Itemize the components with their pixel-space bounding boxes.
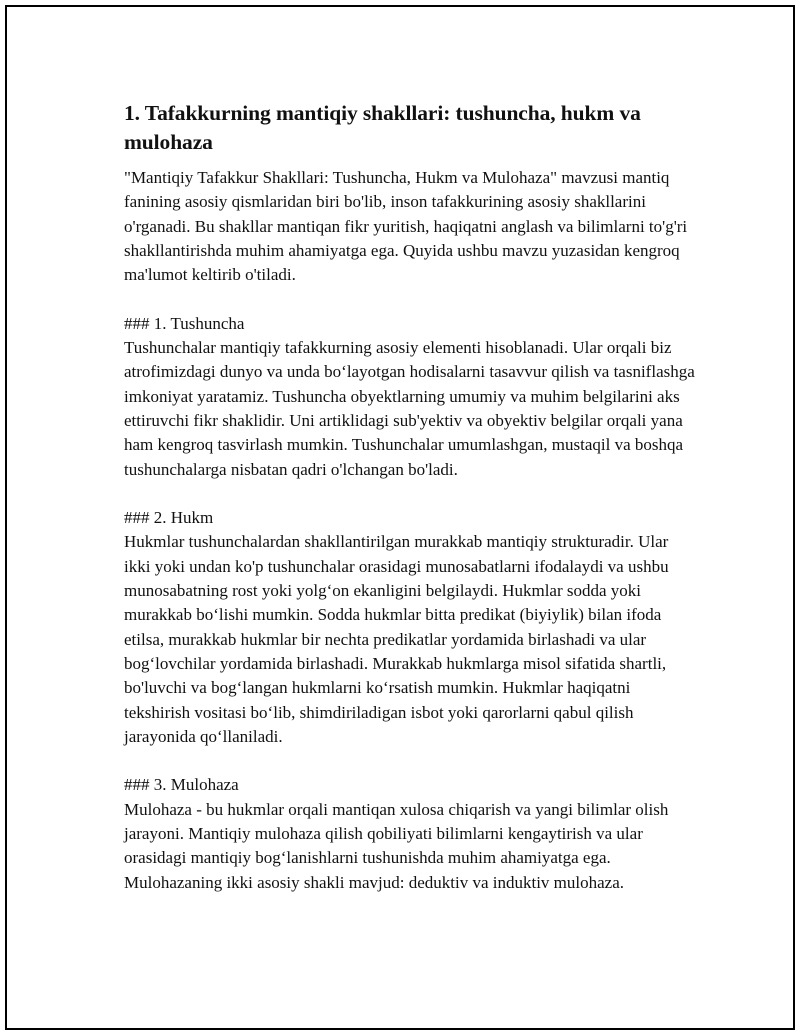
section-heading-tushuncha: ### 1. Tushuncha	[124, 313, 245, 333]
document-title: 1. Tafakkurning mantiqiy shakllari: tushuncha, hukm va mulohaza	[124, 101, 641, 154]
section-heading-hukm: ### 2. Hukm	[124, 508, 214, 528]
paragraph-gap	[124, 287, 696, 311]
section-heading-mulohaza: ### 3. Mulohaza	[124, 775, 239, 795]
paragraph-gap	[124, 749, 696, 773]
page-frame	[5, 5, 795, 1030]
intro-paragraph: "Mantiqiy Tafakkur Shakllari: Tushuncha, Hukm va Mulohaza" mavzusi mantiq fanining asosiy qismlaridan biri bo'lib, inson tafakkurining asosiy shakllarini o'rganadi. Bu shakllar mantiqan fikr yuritish, haqiqatni anglash va bilimlarni to'g'ri shakllantirishda muhim ahamiyatga ega. Quyida ushbu mavzu yuzasidan kengroq ma'lumot keltirib o'tiladi.	[124, 168, 688, 285]
section-body-tushuncha: Tushunchalar mantiqiy tafakkurning asosiy elementi hisoblanadi. Ular orqali biz atrofimizdagi dunyo va unda bo‘layotgan hodisalarni tasavvur qilish va tasniflashga imkoniyat yaratamiz. Tushuncha obyektlarning umumiy va muhim belgilarini aks ettiruvchi fikr shaklidir. Uni artiklidagi sub'yektiv va obyektiv belgilar orqali yana ham kengroq tasvirlash mumkin. Tushunchalar umumlashgan, mustaqil va boshqa tushunchalarga nisbatan qadri o'lchangan bo'ladi.	[124, 338, 695, 479]
section-body-mulohaza: Mulohaza - bu hukmlar orqali mantiqan xulosa chiqarish va yangi bilimlar olish jarayoni. Mantiqiy mulohaza qilish qobiliyati bilimlarni kengaytirish va ular orasidagi mantiqiy bog‘lanishlarni tushunishda muhim ahamiyatga ega. Mulohazaning ikki asosiy shakli mavjud: deduktiv va induktiv mulohaza.	[124, 799, 669, 892]
section-body-hukm: Hukmlar tushunchalardan shakllantirilgan murakkab mantiqiy strukturadir. Ular ikki yoki undan ko'p tushunchalar orasidagi munosabatlarni ifodalaydi va ushbu munosabatning rost yoki yolg‘on ekanligini belgilaydi. Hukmlar sodda yoki murakkab bo‘lishi mumkin. Sodda hukmlar bitta predikat (biyiylik) bilan ifoda etilsa, murakkab hukmlar bir nechta predikatlar yordamida birlashadi va ular bog‘lovchilar yordamida birlashadi. Murakkab hukmlarga misol sifatida shartli, bo'luvchi va bog‘langan hukmlarni ko‘rsatish mumkin. Hukmlar haqiqatni tekshirish vositasi bo‘lib, shimdiriladigan isbot yoki qarorlarni qabul qilish jarayonida qo‘llaniladi.	[124, 532, 669, 746]
document-body	[124, 99, 696, 895]
paragraph-gap	[124, 482, 696, 506]
